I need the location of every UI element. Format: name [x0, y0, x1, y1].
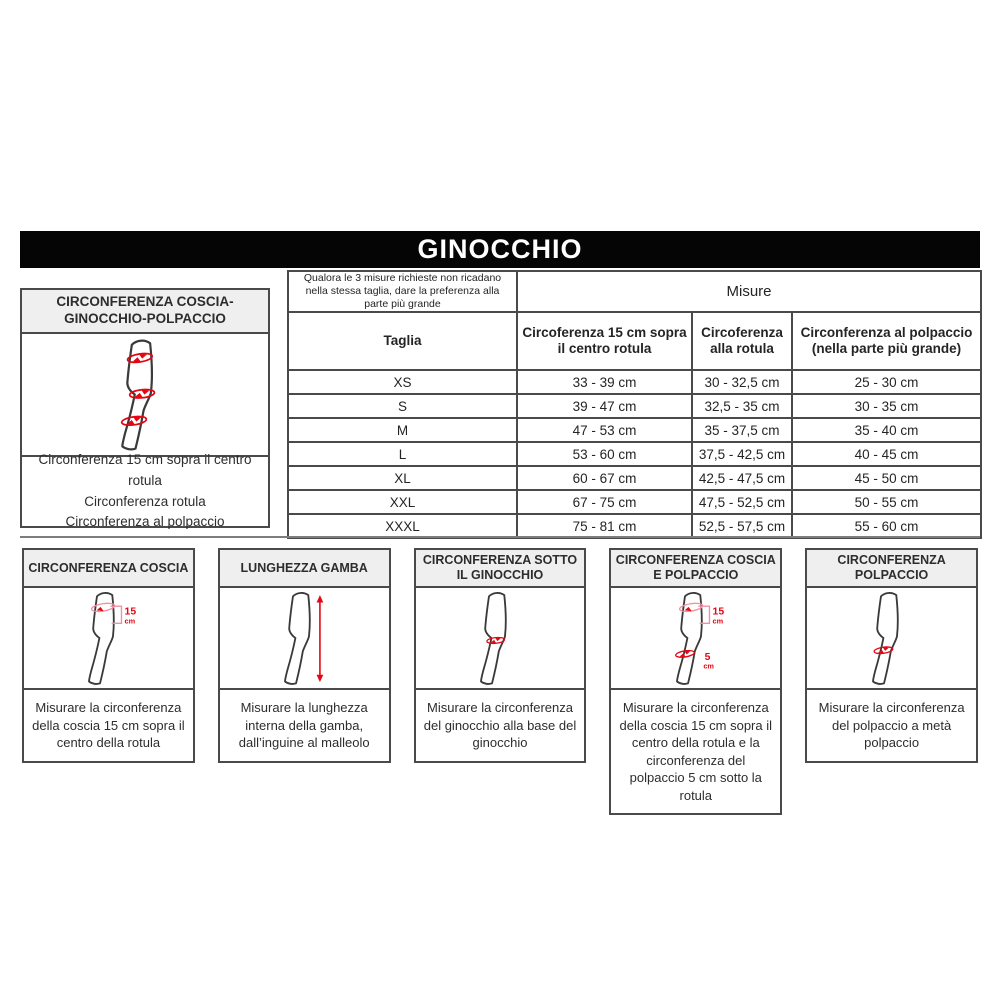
table-row [288, 394, 981, 418]
svg-text:cm: cm [124, 616, 136, 626]
panel-illustration [805, 586, 978, 690]
thigh-cell: 53 - 60 cm [517, 442, 692, 466]
panel-illustration [414, 586, 587, 690]
knee-cell: 35 - 37,5 cm [692, 418, 792, 442]
panel-circonferenza-sotto-ginocchio [414, 548, 587, 763]
knee-cell: 52,5 - 57,5 cm [692, 514, 792, 538]
calf-cell: 25 - 30 cm [792, 370, 981, 394]
panel-description: Misurare la circonferenza del polpaccio a metà polpaccio [805, 688, 978, 763]
size-cell: XS [288, 370, 517, 394]
panel-illustration [218, 586, 391, 690]
summary-panel [20, 288, 270, 528]
summary-line: Circonferenza rotula [84, 493, 206, 509]
calf-cell: 50 - 55 cm [792, 490, 981, 514]
summary-line: Circonferenza al polpaccio [65, 514, 225, 530]
leg-calf-measure-icon [843, 589, 941, 687]
svg-text:15: 15 [124, 606, 137, 618]
svg-text:cm: cm [703, 661, 714, 671]
calf-cell: 30 - 35 cm [792, 394, 981, 418]
calf-cell: 45 - 50 cm [792, 466, 981, 490]
thigh-cell: 75 - 81 cm [517, 514, 692, 538]
section-header [20, 231, 980, 268]
panel-title: LUNGHEZZA GAMBA [218, 548, 391, 588]
panel-title: CIRCONFERENZA COSCIA [22, 548, 195, 588]
summary-panel-illustration [20, 332, 270, 457]
size-cell: XL [288, 466, 517, 490]
leg-length-measure-icon [255, 589, 353, 687]
leg-thigh-calf-measure-icon [647, 589, 745, 687]
size-cell: S [288, 394, 517, 418]
table-note: Qualora le 3 misure richieste non ricadano nella stessa taglia, dare la preferenza alla parte più grande [288, 271, 517, 312]
section-divider [20, 536, 980, 538]
knee-cell: 47,5 - 52,5 cm [692, 490, 792, 514]
panel-illustration [609, 586, 782, 690]
panel-lunghezza-gamba [218, 548, 391, 763]
calf-cell: 35 - 40 cm [792, 418, 981, 442]
table-row [288, 466, 981, 490]
col-header-taglia: Taglia [288, 312, 517, 370]
panel-illustration [22, 586, 195, 690]
table-row [288, 418, 981, 442]
leg-diagram-icon [99, 336, 191, 453]
col-header-thigh: Circoferenza 15 cm sopra il centro rotula [517, 312, 692, 370]
thigh-cell: 60 - 67 cm [517, 466, 692, 490]
summary-panel-text [20, 451, 270, 530]
svg-text:5: 5 [704, 652, 711, 664]
size-cell: XXXL [288, 514, 517, 538]
calf-cell: 40 - 45 cm [792, 442, 981, 466]
knee-cell: 42,5 - 47,5 cm [692, 466, 792, 490]
panel-description: Misurare la circonferenza della coscia 15 cm sopra il centro della rotula e la circonferenza del polpaccio 5 cm sotto la rotula [609, 688, 782, 815]
panel-title: CIRCONFERENZA SOTTO IL GINOCCHIO [414, 548, 587, 588]
panel-circonferenza-coscia-polpaccio [609, 548, 782, 815]
misure-header: Misure [517, 271, 981, 312]
size-cell: M [288, 418, 517, 442]
calf-cell: 55 - 60 cm [792, 514, 981, 538]
thigh-cell: 39 - 47 cm [517, 394, 692, 418]
col-header-calf: Circonferenza al polpaccio (nella parte più grande) [792, 312, 981, 370]
table-row [288, 370, 981, 394]
leg-thigh-measure-icon [59, 589, 157, 687]
col-header-knee: Circoferenza alla rotula [692, 312, 792, 370]
panel-title: CIRCONFERENZA POLPACCIO [805, 548, 978, 588]
knee-cell: 30 - 32,5 cm [692, 370, 792, 394]
table-row [288, 514, 981, 538]
table-row [288, 490, 981, 514]
panel-circonferenza-polpaccio [805, 548, 978, 763]
measure-panels [22, 548, 978, 815]
panel-description: Misurare la circonferenza del ginocchio alla base del ginocchio [414, 688, 587, 763]
size-cell: L [288, 442, 517, 466]
page-title: GINOCCHIO [417, 234, 583, 264]
knee-cell: 32,5 - 35 cm [692, 394, 792, 418]
svg-text:cm: cm [712, 616, 723, 626]
panel-circonferenza-coscia [22, 548, 195, 763]
panel-description: Misurare la circonferenza della coscia 15 cm sopra il centro della rotula [22, 688, 195, 763]
panel-description: Misurare la lunghezza interna della gamba, dall’inguine al malleolo [218, 688, 391, 763]
panel-title: CIRCONFERENZA COSCIA E POLPACCIO [609, 548, 782, 588]
knee-cell: 37,5 - 42,5 cm [692, 442, 792, 466]
thigh-cell: 33 - 39 cm [517, 370, 692, 394]
svg-text:15: 15 [712, 606, 724, 618]
leg-below-knee-measure-icon [451, 589, 549, 687]
thigh-cell: 47 - 53 cm [517, 418, 692, 442]
thigh-cell: 67 - 75 cm [517, 490, 692, 514]
table-row [288, 442, 981, 466]
size-cell: XXL [288, 490, 517, 514]
summary-line: Circonferenza 15 cm sopra il centro rotula [38, 451, 252, 488]
summary-panel-title: CIRCONFERENZA COSCIA-GINOCCHIO-POLPACCIO [20, 288, 270, 334]
size-table [287, 270, 982, 539]
